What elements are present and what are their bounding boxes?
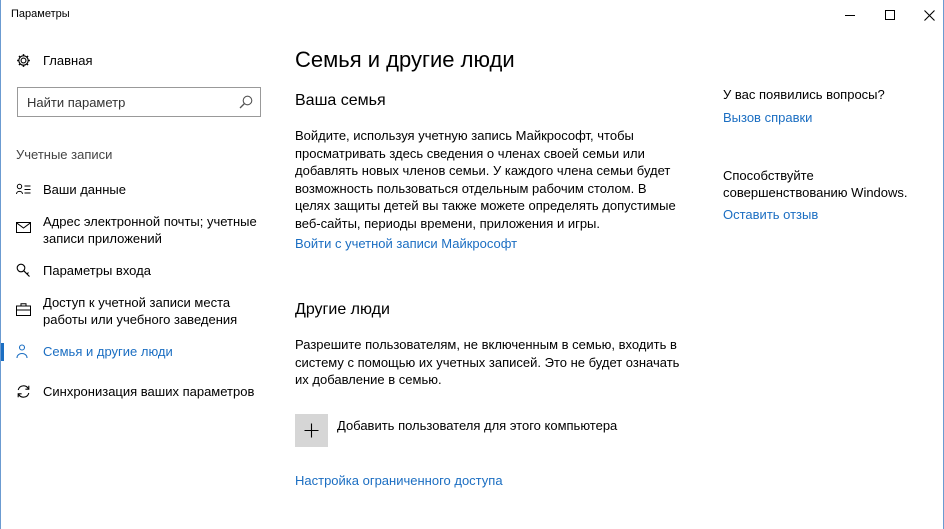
sync-icon <box>15 383 31 399</box>
feedback-link[interactable]: Оставить отзыв <box>723 207 819 222</box>
search-box <box>17 87 261 117</box>
sidebar-item-label: Синхронизация ваших параметров <box>43 384 255 399</box>
sidebar-item-label: Доступ к учетной записи места работы или учебного заведения <box>43 295 238 327</box>
search-input[interactable] <box>18 88 232 116</box>
others-heading: Другие люди <box>295 301 390 318</box>
gear-icon <box>15 52 31 68</box>
minimize-icon <box>845 15 855 16</box>
person-card-icon <box>15 181 31 197</box>
close-icon <box>924 10 935 21</box>
sidebar-item-label: Семья и другие люди <box>43 344 173 359</box>
get-help-link[interactable]: Вызов справки <box>723 110 813 125</box>
plus-icon <box>304 423 319 438</box>
minimize-button[interactable] <box>827 0 872 30</box>
key-icon <box>15 262 31 278</box>
close-button[interactable] <box>907 0 944 30</box>
add-user-button[interactable] <box>295 414 328 447</box>
microsoft-sign-in-link[interactable]: Войти с учетной записи Майкрософт <box>295 236 518 251</box>
maximize-button[interactable] <box>867 0 912 30</box>
search-icon[interactable] <box>238 94 254 110</box>
active-indicator <box>1 343 4 361</box>
maximize-icon <box>885 10 895 20</box>
window-title: Параметры <box>11 8 70 20</box>
title-bar <box>1 0 943 30</box>
home-link[interactable] <box>15 52 92 68</box>
family-icon <box>15 343 31 359</box>
sidebar-item-label: Ваши данные <box>43 182 126 197</box>
section-label: Учетные записи <box>16 147 113 162</box>
family-description: Войдите, используя учетную запись Майкрософт, чтобы просматривать здесь сведения о членах своей семьи или добавлять новых членов семьи. У каждого члена семьи будет возможность пользоваться отдельным рабочим столом. В целях защиты детей вы также можете определять допустимые веб-сайты, периоды времени, приложения и игры. <box>295 128 676 231</box>
family-heading: Ваша семья <box>295 92 386 109</box>
sidebar <box>1 30 276 529</box>
briefcase-icon <box>15 301 31 317</box>
mail-icon <box>15 219 31 235</box>
add-user-label: Добавить пользователя для этого компьютера <box>337 418 618 433</box>
add-user-row[interactable] <box>295 414 617 447</box>
feedback-text: Способствуйте совершенствованию Windows. <box>723 168 908 200</box>
sidebar-item-label: Адрес электронной почты; учетные записи приложений <box>43 214 257 246</box>
home-label: Главная <box>43 52 93 68</box>
help-question: У вас появились вопросы? <box>723 87 885 102</box>
restricted-access-link[interactable]: Настройка ограниченного доступа <box>295 473 503 488</box>
sidebar-item-label: Параметры входа <box>43 263 151 278</box>
others-description: Разрешите пользователям, не включенным в семью, входить в систему с помощью их учетных записей. Это не будет означать их добавление в семью. <box>295 337 680 387</box>
page-title: Семья и другие люди <box>295 47 515 72</box>
